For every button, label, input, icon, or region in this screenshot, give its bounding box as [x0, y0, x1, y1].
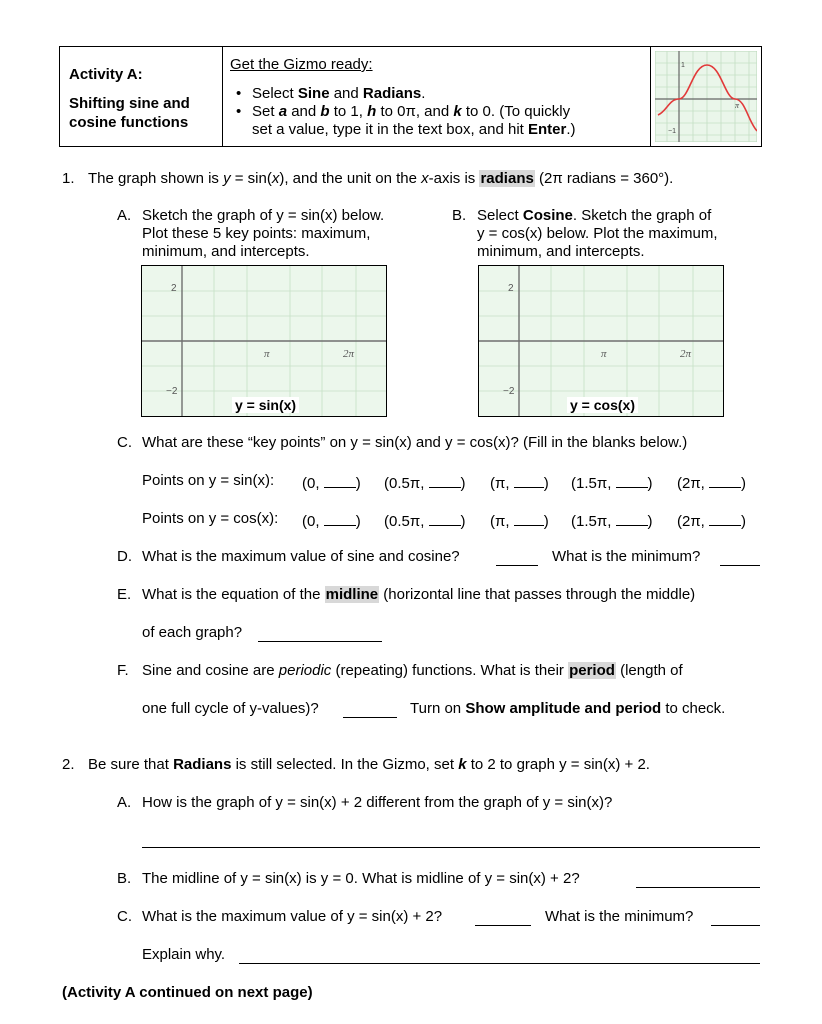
- q1e-text: What is the equation of the midline (horizontal line that passes through the middle): [142, 586, 696, 603]
- q2c-min-blank[interactable]: [711, 925, 760, 926]
- cos-point-2-blank[interactable]: [429, 510, 461, 526]
- setup-item-1: • Select Sine and Radians.: [230, 85, 645, 103]
- cos-point-3-blank[interactable]: [514, 510, 544, 526]
- cos-graph-label: y = cos(x): [567, 397, 638, 413]
- sin-xlabel-2pi: 2π: [343, 348, 355, 360]
- setup-heading: Get the Gizmo ready:: [230, 56, 373, 73]
- q1-prompt: The graph shown is y = sin(x), and the unit on the x-axis is radians (2π radians = 360°).: [88, 170, 674, 187]
- sin-point-5: (2π, ): [677, 472, 746, 492]
- cos-point-4: (1.5π, ): [571, 510, 653, 530]
- activity-header-table: [59, 46, 762, 147]
- activity-title-cell: [60, 47, 223, 146]
- cos-point-4-blank[interactable]: [616, 510, 648, 526]
- q2b-letter: B.: [117, 870, 132, 887]
- q2-prompt: Be sure that Radians is still selected. In the Gizmo, set k to 2 to graph y = sin(x) + 2.: [88, 756, 650, 773]
- continued-note: (Activity A continued on next page): [62, 984, 313, 1001]
- q1c-text: What are these “key points” on y = sin(x) and y = cos(x)? (Fill in the blanks below.): [142, 434, 688, 451]
- cosine-sketch-graph[interactable]: [478, 265, 724, 417]
- q2a-answer-line[interactable]: [142, 847, 760, 848]
- q2c-text-min: What is the minimum?: [545, 908, 694, 925]
- sin-ylabel-top: 2: [171, 283, 177, 294]
- cos-ylabel-bottom: −2: [503, 386, 515, 397]
- cos-xlabel-2pi: 2π: [680, 348, 692, 360]
- cos-point-5: (2π, ): [677, 510, 746, 530]
- cos-point-3: (π, ): [490, 510, 549, 530]
- setup-instructions-cell: [222, 47, 651, 146]
- q1f-check-text: Turn on Show amplitude and period to check.: [410, 700, 726, 717]
- q1f-letter: F.: [117, 662, 129, 679]
- sin-point-3: (π, ): [490, 472, 549, 492]
- q1d-text-max: What is the maximum value of sine and cosine?: [142, 548, 460, 565]
- sin-point-1-blank[interactable]: [324, 472, 356, 488]
- q1e-text-line2: of each graph?: [142, 624, 243, 641]
- cos-points-label: Points on y = cos(x):: [142, 510, 279, 527]
- q2c-explain-line[interactable]: [239, 963, 760, 964]
- gizmo-thumbnail-cell: [651, 47, 761, 146]
- q1c-letter: C.: [117, 434, 132, 451]
- cos-point-1-blank[interactable]: [324, 510, 356, 526]
- q1a-text: Sketch the graph of y = sin(x) below. Plot these 5 key points: maximum, minimum, and intercepts.: [142, 207, 385, 260]
- q2b-answer-blank[interactable]: [636, 887, 760, 888]
- cos-point-5-blank[interactable]: [709, 510, 741, 526]
- max-value-blank[interactable]: [496, 565, 538, 566]
- sin-point-4-blank[interactable]: [616, 472, 648, 488]
- q1-number: 1.: [62, 170, 75, 187]
- q2b-text: The midline of y = sin(x) is y = 0. What is midline of y = sin(x) + 2?: [142, 870, 580, 887]
- sin-point-1: (0, ): [302, 472, 361, 492]
- sine-sketch-graph[interactable]: [141, 265, 387, 417]
- cos-xlabel-pi: π: [601, 348, 607, 360]
- activity-title: Activity A:: [69, 66, 143, 83]
- sin-point-2-blank[interactable]: [429, 472, 461, 488]
- cos-ylabel-top: 2: [508, 283, 514, 294]
- q1b-letter: B.: [452, 207, 467, 224]
- q2a-text: How is the graph of y = sin(x) + 2 different from the graph of y = sin(x)?: [142, 794, 613, 811]
- q2c-max-blank[interactable]: [475, 925, 531, 926]
- q1d-text-min: What is the minimum?: [552, 548, 701, 565]
- q2c-explain-label: Explain why.: [142, 946, 226, 963]
- q1b-text: Select Cosine. Sketch the graph of y = cos(x) below. Plot the maximum, minimum, and intercepts.: [477, 207, 718, 260]
- q2c-text-max: What is the maximum value of y = sin(x) + 2?: [142, 908, 443, 925]
- midline-answer-blank[interactable]: [258, 641, 382, 642]
- sin-xlabel-pi: π: [264, 348, 270, 360]
- q2c-letter: C.: [117, 908, 132, 925]
- sine-thumbnail-graph: [655, 51, 757, 142]
- activity-subtitle: Shifting sine and cosine functions: [69, 95, 190, 131]
- sin-point-2: (0.5π, ): [384, 472, 466, 492]
- q1a-letter: A.: [117, 207, 132, 224]
- thumb-label-one: 1: [681, 62, 685, 69]
- cos-point-2: (0.5π, ): [384, 510, 466, 530]
- q1e-letter: E.: [117, 586, 132, 603]
- thumb-label-minus-one: −1: [668, 128, 676, 135]
- q1f-text: Sine and cosine are periodic (repeating) functions. What is their period (length of: [142, 662, 683, 679]
- min-value-blank[interactable]: [720, 565, 760, 566]
- sin-points-label: Points on y = sin(x):: [142, 472, 275, 489]
- sin-graph-label: y = sin(x): [232, 397, 299, 413]
- setup-list: [230, 85, 645, 139]
- sin-point-4: (1.5π, ): [571, 472, 653, 492]
- q2-number: 2.: [62, 756, 75, 773]
- q1d-letter: D.: [117, 548, 132, 565]
- sin-point-5-blank[interactable]: [709, 472, 741, 488]
- sin-ylabel-bottom: −2: [166, 386, 178, 397]
- thumb-label-pi: π: [735, 101, 740, 110]
- period-answer-blank[interactable]: [343, 717, 397, 718]
- q1f-text-line2: one full cycle of y-values)?: [142, 700, 319, 717]
- q2a-letter: A.: [117, 794, 132, 811]
- sin-point-3-blank[interactable]: [514, 472, 544, 488]
- cos-point-1: (0, ): [302, 510, 361, 530]
- setup-item-2: • Set a and b to 1, h to 0π, and k to 0. (To quickly set a value, type it in the text box, and hit Enter.): [230, 103, 645, 139]
